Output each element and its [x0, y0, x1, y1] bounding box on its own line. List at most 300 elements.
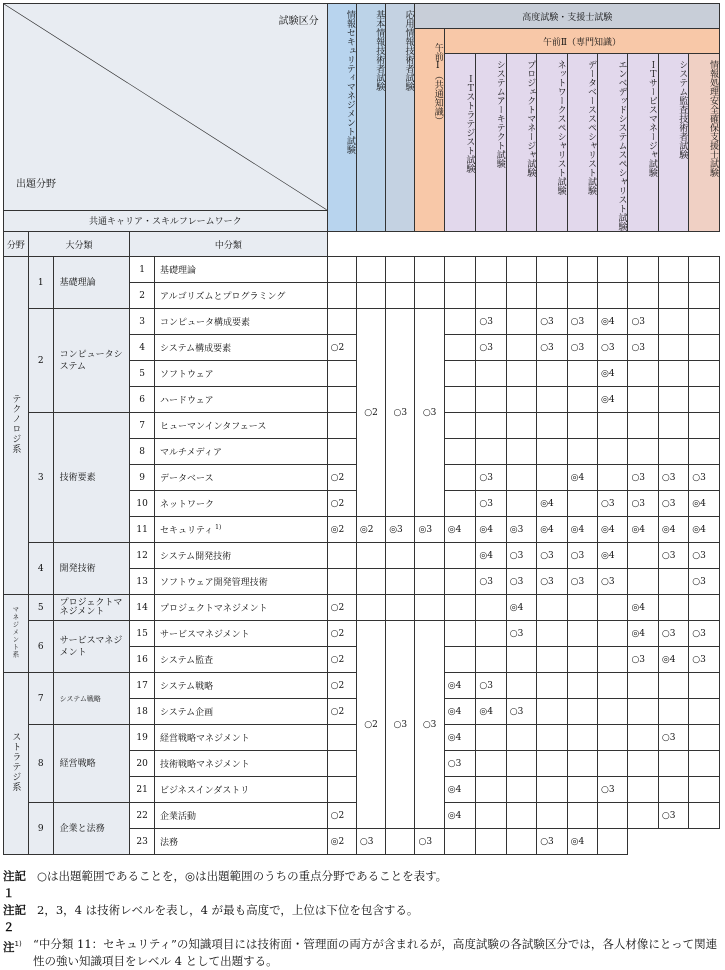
sub-name-text: ソフトウェア — [160, 370, 214, 380]
cell-db — [567, 673, 597, 699]
cell-sa — [386, 829, 415, 855]
cell-db — [567, 257, 597, 283]
cell-es — [598, 413, 628, 439]
col-header-bunya: 分野 — [4, 232, 29, 257]
cell-pm — [506, 387, 536, 413]
cell-sec — [327, 725, 356, 751]
cell-nw — [537, 595, 567, 621]
cell-fe — [356, 569, 385, 595]
cell-sm — [628, 413, 658, 439]
cell-au — [658, 361, 688, 387]
cell-sec: ○2 — [327, 335, 356, 361]
cell-au: ○3 — [658, 803, 688, 829]
cell-es: ○3 — [598, 335, 628, 361]
cell-au — [658, 699, 688, 725]
sub-no: 2 — [130, 283, 155, 309]
exam-header-st: ＩＴストラテジスト試験 — [444, 54, 476, 232]
cell-sm: ○3 — [628, 647, 658, 673]
cell-es — [506, 829, 536, 855]
cell-st: ◎4 — [444, 673, 476, 699]
field-label: ストラテジ系 — [10, 732, 21, 792]
sub-no: 4 — [130, 335, 155, 361]
cell-sc — [689, 257, 720, 283]
cell-nw — [537, 413, 567, 439]
note-key-text: 注 — [3, 939, 15, 954]
sub-name — [155, 829, 328, 855]
exam-header-fe: 基本情報技術者試験 — [356, 4, 385, 232]
sub-no: 13 — [130, 569, 155, 595]
field-label: マネジメント系 — [11, 605, 20, 659]
cell-es: ◎4 — [598, 543, 628, 569]
sub-name-text: システム開発技術 — [160, 552, 232, 562]
cell-sec: ○2 — [327, 699, 356, 725]
cell-st — [444, 595, 476, 621]
advanced-group-header: 高度試験・支援士試験 — [415, 4, 720, 29]
sub-name-text: プロジェクトマネジメント — [160, 604, 268, 614]
cell-au — [658, 413, 688, 439]
cell-nw — [537, 647, 567, 673]
cell-au — [658, 335, 688, 361]
cell-pm — [506, 725, 536, 751]
cell-es — [598, 465, 628, 491]
am2-group-header: 午前Ⅱ（専門知識） — [444, 29, 719, 54]
cell-am1 — [415, 569, 444, 595]
cell-pm: ◎3 — [506, 517, 536, 543]
cell-nw — [537, 257, 567, 283]
cell-pm — [506, 335, 536, 361]
table-row — [4, 543, 720, 569]
cell-db — [567, 387, 597, 413]
cell-sa — [476, 621, 506, 647]
cell-sa — [476, 777, 506, 803]
cell-pm: ○3 — [506, 699, 536, 725]
cell-fe — [356, 257, 385, 283]
cell-st — [444, 621, 476, 647]
cell-st: ◎4 — [444, 777, 476, 803]
sub-name-text: 企業活動 — [160, 812, 197, 822]
cell-sc: ○3 — [689, 569, 720, 595]
cell-es — [598, 283, 628, 309]
cell-es — [598, 257, 628, 283]
cell-am1: ○3 — [415, 309, 444, 517]
cell-es: ◎4 — [598, 387, 628, 413]
cell-pm: ◎4 — [506, 595, 536, 621]
major-name: 技術要素 — [53, 413, 130, 543]
cell-sc — [689, 673, 720, 699]
note-text: “中分類 11：セキュリティ”の知識項目には技術面・管理面の両方が含まれるが，高度試験の各試験区分では，各人材像にとって関連性の強い知識項目をレベル 4 として出題する。 — [33, 937, 718, 968]
cell-nw: ○3 — [537, 543, 567, 569]
exam-header-pm: プロジェクトマネージャ試験 — [506, 54, 536, 232]
cell-sc — [689, 387, 720, 413]
cell-pm — [506, 803, 536, 829]
cell-sc — [689, 439, 720, 465]
cell-sm: ○3 — [628, 335, 658, 361]
sub-name — [155, 543, 328, 569]
exam-header-ap: 応用情報技術者試験 — [386, 4, 415, 232]
cell-fe: ○2 — [356, 621, 385, 829]
cell-st: ◎4 — [444, 699, 476, 725]
cell-am1: ◎3 — [415, 517, 444, 543]
cell-db: ◎4 — [567, 465, 597, 491]
cell-sc — [689, 777, 720, 803]
cell-pm — [506, 413, 536, 439]
sub-name-superscript: 1) — [215, 524, 222, 531]
cell-db — [567, 699, 597, 725]
note-key: 注記１ — [3, 869, 26, 900]
cell-nw: ○3 — [537, 335, 567, 361]
cell-am1 — [415, 543, 444, 569]
notes — [3, 868, 723, 970]
cell-au: ◎4 — [567, 829, 597, 855]
cell-st — [444, 491, 476, 517]
cell-sm — [628, 257, 658, 283]
cell-sa: ○3 — [476, 491, 506, 517]
exam-header-sm: ＩＴサービスマネージャ試験 — [628, 54, 658, 232]
cell-sm — [628, 569, 658, 595]
major-name: サービスマネジメント — [53, 621, 130, 673]
sub-no: 9 — [130, 465, 155, 491]
cell-sm: ○3 — [628, 491, 658, 517]
cell-sec: ○2 — [327, 621, 356, 647]
cell-sc — [689, 699, 720, 725]
cell-au — [658, 309, 688, 335]
cell-db — [476, 829, 506, 855]
sub-name-text: データベース — [160, 474, 214, 484]
cell-sc — [689, 413, 720, 439]
cell-nw — [537, 725, 567, 751]
cell-es: ◎4 — [598, 309, 628, 335]
cell-am1: ○3 — [415, 621, 444, 829]
cell-nw — [537, 439, 567, 465]
cell-nw — [537, 283, 567, 309]
cell-sc: ○3 — [689, 647, 720, 673]
cell-pm — [506, 647, 536, 673]
cell-nw — [537, 751, 567, 777]
cell-sa — [476, 803, 506, 829]
cell-sm — [628, 751, 658, 777]
cell-sc — [689, 283, 720, 309]
cell-es: ○3 — [598, 491, 628, 517]
sub-no: 7 — [130, 413, 155, 439]
sub-name — [155, 725, 328, 751]
sub-name — [155, 283, 328, 309]
sub-name — [155, 777, 328, 803]
cell-es — [598, 647, 628, 673]
exam-header-sc: 情報処理安全確保支援士試験 — [689, 54, 720, 232]
sub-name — [155, 413, 328, 439]
cell-fe: ◎2 — [356, 517, 385, 543]
cell-au: ○3 — [658, 543, 688, 569]
sub-no: 8 — [130, 439, 155, 465]
cell-ap — [386, 283, 415, 309]
sub-no: 19 — [130, 725, 155, 751]
cell-nw — [537, 621, 567, 647]
cell-nw — [537, 361, 567, 387]
cell-sm: ○3 — [537, 829, 567, 855]
sub-name — [155, 465, 328, 491]
cell-st: ○3 — [356, 829, 385, 855]
table-row — [4, 309, 720, 335]
exam-header-au: システム監査技術者試験 — [658, 54, 688, 232]
cell-db — [567, 439, 597, 465]
cell-sc: ○3 — [689, 543, 720, 569]
cell-sm: ◎4 — [628, 595, 658, 621]
cell-sec: ○2 — [327, 595, 356, 621]
cell-nw: ○3 — [537, 309, 567, 335]
cell-st: ◎4 — [444, 725, 476, 751]
cell-sa: ○3 — [476, 569, 506, 595]
cell-sc — [689, 335, 720, 361]
exam-header-nw: ネットワークスペシャリスト試験 — [537, 54, 567, 232]
cell-sc: ◎4 — [689, 491, 720, 517]
exam-header-am1: 午前Ⅰ（共通知識） — [415, 29, 444, 232]
cell-nw — [444, 829, 476, 855]
cell-sm — [628, 699, 658, 725]
sub-name — [155, 361, 328, 387]
header-diagonal-cell — [4, 4, 328, 211]
note-superscript: 1) — [14, 940, 22, 948]
cell-sc — [689, 751, 720, 777]
sub-name — [155, 517, 328, 543]
cell-ap — [386, 257, 415, 283]
cell-sm — [628, 283, 658, 309]
cell-es — [598, 699, 628, 725]
cell-pm — [506, 491, 536, 517]
cell-st: ○3 — [444, 751, 476, 777]
cell-nw: ○3 — [537, 569, 567, 595]
cell-es — [598, 595, 628, 621]
major-name: 企業と法務 — [53, 803, 130, 855]
cell-es — [598, 751, 628, 777]
cell-sec — [327, 543, 356, 569]
cell-db — [567, 621, 597, 647]
cell-am1 — [415, 257, 444, 283]
cell-au: ○3 — [658, 491, 688, 517]
col-header-chubunrui: 中分類 — [130, 232, 327, 257]
cell-pm — [506, 257, 536, 283]
cell-es — [598, 673, 628, 699]
cell-pm — [506, 751, 536, 777]
sub-name-text: ソフトウェア開発管理技術 — [160, 578, 268, 588]
major-name: プロジェクトマネジメント — [53, 595, 130, 621]
cell-st — [444, 439, 476, 465]
note-2 — [3, 902, 723, 936]
major-name: 基礎理論 — [53, 257, 130, 309]
cell-sec — [327, 569, 356, 595]
major-no: 1 — [28, 257, 53, 309]
sub-no: 10 — [130, 491, 155, 517]
cell-sec — [327, 309, 356, 335]
major-name: 開発技術 — [53, 543, 130, 595]
sub-name — [155, 595, 328, 621]
cell-st — [444, 413, 476, 439]
sub-no: 18 — [130, 699, 155, 725]
col-header-daibunrui: 大分類 — [28, 232, 129, 257]
cell-db: ◎4 — [567, 517, 597, 543]
sub-no: 5 — [130, 361, 155, 387]
sub-name — [155, 439, 328, 465]
cell-sm — [628, 387, 658, 413]
cell-es: ○3 — [598, 777, 628, 803]
framework-header: 共通キャリア・スキルフレームワーク — [4, 210, 328, 231]
table-row — [4, 621, 720, 647]
cell-st — [444, 569, 476, 595]
table-row — [4, 595, 720, 621]
note-3 — [3, 936, 723, 970]
sub-no: 12 — [130, 543, 155, 569]
cell-sc: ○3 — [689, 621, 720, 647]
cell-au — [658, 283, 688, 309]
cell-es — [598, 621, 628, 647]
cell-sa: ○3 — [476, 335, 506, 361]
cell-db — [567, 725, 597, 751]
cell-sa — [476, 413, 506, 439]
cell-pm — [506, 361, 536, 387]
cell-nw — [537, 387, 567, 413]
field-cell — [4, 595, 29, 673]
cell-nw — [537, 465, 567, 491]
cell-db — [567, 283, 597, 309]
cell-nw — [537, 777, 567, 803]
major-no: 3 — [28, 413, 53, 543]
cell-sa — [476, 257, 506, 283]
cell-sa: ◎4 — [476, 517, 506, 543]
sub-no: 23 — [130, 829, 155, 855]
major-no: 7 — [28, 673, 53, 725]
cell-st — [444, 543, 476, 569]
cell-au: ◎4 — [658, 647, 688, 673]
cell-pm — [506, 777, 536, 803]
cell-st — [444, 283, 476, 309]
sub-name — [155, 803, 328, 829]
major-no: 5 — [28, 595, 53, 621]
cell-fe — [356, 283, 385, 309]
cell-au — [658, 439, 688, 465]
major-no: 8 — [28, 725, 53, 803]
cell-st: ◎4 — [444, 803, 476, 829]
sub-no: 17 — [130, 673, 155, 699]
sub-name-text: セキュリティ — [160, 526, 214, 536]
cell-db — [567, 595, 597, 621]
cell-sa — [476, 725, 506, 751]
cell-st — [444, 309, 476, 335]
cell-es: ◎4 — [598, 517, 628, 543]
cell-sec — [327, 283, 356, 309]
cell-sm: ◎4 — [628, 621, 658, 647]
cell-sa: ◎4 — [476, 543, 506, 569]
exam-header-es: エンベデッドシステムスペシャリスト試験 — [598, 54, 628, 232]
cell-ap: ○3 — [386, 309, 415, 517]
cell-es — [598, 439, 628, 465]
cell-sm — [628, 439, 658, 465]
cell-db — [567, 647, 597, 673]
cell-st — [444, 361, 476, 387]
sub-name — [155, 491, 328, 517]
cell-sa — [476, 361, 506, 387]
cell-sa — [476, 283, 506, 309]
cell-fe — [356, 595, 385, 621]
sub-no: 14 — [130, 595, 155, 621]
cell-sa: ○3 — [476, 673, 506, 699]
field-cell — [4, 673, 29, 855]
cell-sc — [689, 361, 720, 387]
cell-pm: ○3 — [506, 621, 536, 647]
cell-sec: ○2 — [327, 673, 356, 699]
sub-no: 20 — [130, 751, 155, 777]
cell-sc — [598, 829, 628, 855]
cell-sm — [628, 543, 658, 569]
major-no: 9 — [28, 803, 53, 855]
cell-sec — [327, 361, 356, 387]
cell-pm — [506, 673, 536, 699]
sub-no: 15 — [130, 621, 155, 647]
cell-sm: ○3 — [628, 465, 658, 491]
cell-sc: ◎4 — [689, 517, 720, 543]
cell-pm: ○3 — [415, 829, 444, 855]
cell-au — [658, 673, 688, 699]
sub-name — [155, 673, 328, 699]
sub-name-text: コンピュータ構成要素 — [160, 318, 251, 328]
cell-ap: ○3 — [386, 621, 415, 829]
cell-pm — [506, 283, 536, 309]
sub-name-text: システム構成要素 — [160, 344, 232, 354]
major-name: 経営戦略 — [53, 725, 130, 803]
cell-au: ◎4 — [658, 517, 688, 543]
cell-sa: ◎4 — [476, 699, 506, 725]
cell-au: ○3 — [658, 465, 688, 491]
major-no: 2 — [28, 309, 53, 413]
exam-header-db: データベーススペシャリスト試験 — [567, 54, 597, 232]
cell-es — [598, 725, 628, 751]
cell-sc — [689, 309, 720, 335]
sub-name — [155, 257, 328, 283]
major-no: 4 — [28, 543, 53, 595]
cell-sec: ○2 — [327, 803, 356, 829]
sub-no: 21 — [130, 777, 155, 803]
cell-sec: ○2 — [327, 491, 356, 517]
note-key — [3, 936, 25, 970]
cell-sm: ○3 — [628, 309, 658, 335]
cell-fe: ○2 — [356, 309, 385, 517]
cell-sec: ◎2 — [327, 517, 356, 543]
cell-au — [658, 387, 688, 413]
cell-pm: ○3 — [506, 569, 536, 595]
sub-name — [155, 751, 328, 777]
cell-db — [567, 777, 597, 803]
sub-name-text: システム監査 — [160, 656, 214, 666]
sub-name-text: ハードウェア — [160, 396, 214, 406]
sub-name — [155, 621, 328, 647]
cell-sa — [476, 595, 506, 621]
cell-au — [658, 257, 688, 283]
cell-sec: ◎2 — [327, 829, 356, 855]
cell-sm — [628, 361, 658, 387]
cell-sm — [628, 803, 658, 829]
cell-st — [444, 465, 476, 491]
cell-sc — [689, 725, 720, 751]
table-row — [4, 257, 720, 283]
cell-ap — [386, 543, 415, 569]
cell-nw — [537, 803, 567, 829]
cell-au — [658, 777, 688, 803]
cell-au — [658, 751, 688, 777]
cell-ap — [386, 569, 415, 595]
sub-name-text: ビジネスインダストリ — [160, 786, 250, 796]
cell-sm — [628, 777, 658, 803]
cell-sm: ◎4 — [628, 517, 658, 543]
cell-au — [658, 595, 688, 621]
cell-sec — [327, 777, 356, 803]
